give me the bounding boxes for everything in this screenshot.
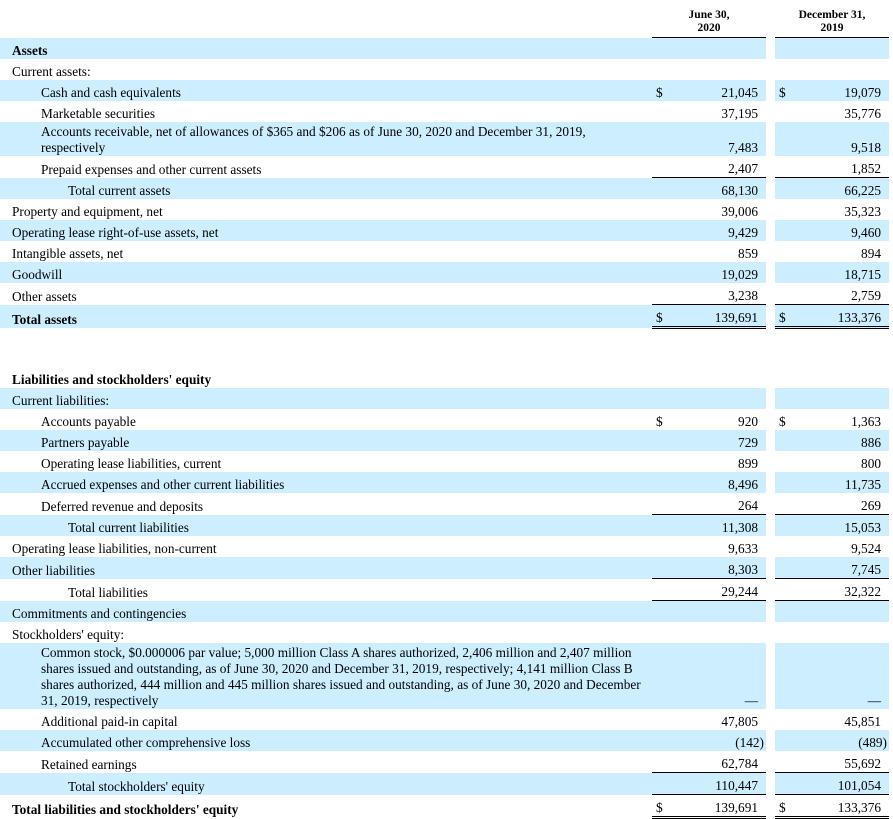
- table-row: [0, 601, 889, 623]
- currency-symbol: [652, 199, 674, 220]
- table-row: [0, 220, 889, 241]
- value-june-2020: [674, 367, 766, 388]
- column-gap: [766, 643, 775, 709]
- table-row: [0, 38, 889, 60]
- value-dec-2019: 894: [861, 246, 881, 261]
- table-row: [0, 709, 889, 730]
- row-label: Current assets:: [12, 64, 91, 79]
- currency-symbol: [775, 156, 791, 178]
- value-dec-2019: [791, 38, 889, 60]
- column-gap: [766, 472, 775, 493]
- table-row: [0, 773, 889, 795]
- table-row: [0, 472, 889, 493]
- currency-symbol: [652, 38, 674, 60]
- currency-symbol: [775, 59, 791, 80]
- currency-symbol: [775, 515, 791, 537]
- table-row: [0, 156, 889, 178]
- row-label: Common stock, $0.000006 par value; 5,000 million Class A shares authorized, 2,406 million and 2,407 million shares issued and outstanding, as of June 30, 2020 and December 31, 2019, respectively; 4,141 million Class B shares authorized, 444 million and 445 million shares issued and outstanding, as of June 30, 2020 and December 31, 2019, respectively: [0, 643, 652, 709]
- value-june-2020: [674, 622, 766, 643]
- currency-symbol: [652, 156, 674, 178]
- currency-symbol: $: [775, 80, 791, 101]
- currency-symbol: [775, 622, 791, 643]
- currency-symbol: [775, 557, 791, 579]
- column-gap: [766, 38, 775, 60]
- row-label: Total current assets: [0, 178, 652, 200]
- value-dec-2019: 269: [861, 498, 881, 513]
- row-label: Other liabilities: [0, 557, 652, 579]
- value-dec-2019: 133,376: [791, 305, 889, 328]
- value-june-2020: [674, 388, 766, 409]
- value-june-2020: [674, 38, 766, 60]
- value-dec-2019: [791, 59, 889, 80]
- column-gap: [766, 730, 775, 751]
- currency-symbol: [775, 283, 791, 305]
- currency-symbol: [652, 751, 674, 773]
- row-label: Current liabilities:: [0, 388, 652, 409]
- currency-symbol: [775, 178, 791, 200]
- value-june-2020: 729: [674, 430, 766, 451]
- table-row: [0, 493, 889, 515]
- row-label: Commitments and contingencies: [0, 601, 652, 623]
- table-row: [0, 643, 889, 709]
- currency-symbol: [652, 622, 674, 643]
- value-dec-2019: 19,079: [791, 80, 889, 101]
- table-row: [0, 622, 889, 643]
- currency-symbol: [652, 472, 674, 493]
- column-gap: [766, 241, 775, 262]
- table-row: [0, 101, 889, 122]
- column-header-row: [0, 0, 889, 38]
- table-row: [0, 536, 889, 557]
- value-june-2020: 139,691: [674, 305, 766, 328]
- currency-symbol: [775, 751, 791, 773]
- currency-symbol: [775, 730, 791, 751]
- currency-symbol: [652, 730, 674, 751]
- value-dec-2019: [791, 367, 889, 388]
- currency-symbol: [775, 451, 791, 472]
- column-gap: [766, 751, 775, 773]
- value-dec-2019: 9,518: [791, 122, 889, 156]
- row-label: Property and equipment, net: [12, 204, 163, 219]
- column-gap: [766, 59, 775, 80]
- table-row: [0, 122, 889, 156]
- table-row: [0, 579, 889, 601]
- row-label: Retained earnings: [41, 756, 137, 772]
- currency-symbol: $: [779, 414, 786, 429]
- value-dec-2019: 1,363: [851, 414, 881, 429]
- column-gap: [766, 262, 775, 283]
- currency-symbol: [652, 122, 674, 156]
- currency-symbol: [775, 241, 791, 262]
- currency-symbol: [775, 643, 791, 709]
- currency-symbol: [652, 283, 674, 305]
- column-gap: [766, 579, 775, 601]
- currency-symbol: [652, 579, 674, 601]
- value-june-2020: 47,805: [721, 714, 758, 729]
- row-label: Accrued expenses and other current liabilities: [0, 472, 652, 493]
- column-gap: [766, 795, 775, 818]
- currency-symbol: [775, 262, 791, 283]
- column-header-june-2020: June 30, 2020: [652, 0, 766, 38]
- row-label: Total liabilities and stockholders' equity: [12, 801, 239, 817]
- value-dec-2019: 55,692: [844, 756, 881, 771]
- row-label: Intangible assets, net: [12, 246, 124, 261]
- currency-symbol: [652, 388, 674, 409]
- value-june-2020: —: [674, 643, 766, 709]
- column-gap: [766, 101, 775, 122]
- value-june-2020: 264: [738, 498, 758, 513]
- currency-symbol: [775, 199, 791, 220]
- value-dec-2019: 45,851: [844, 714, 881, 729]
- value-dec-2019: 101,054: [791, 773, 889, 795]
- table-row: [0, 305, 889, 328]
- column-gap: [766, 156, 775, 178]
- row-label: Assets: [0, 38, 652, 60]
- column-gap: [766, 409, 775, 430]
- currency-symbol: [775, 536, 791, 557]
- value-dec-2019: 9,460: [791, 220, 889, 241]
- value-dec-2019: 11,735: [791, 472, 889, 493]
- row-label: Marketable securities: [41, 106, 156, 121]
- value-june-2020: 19,029: [674, 262, 766, 283]
- currency-symbol: [652, 101, 674, 122]
- value-june-2020: 7,483: [674, 122, 766, 156]
- value-june-2020: 139,691: [674, 795, 766, 818]
- column-gap: [766, 515, 775, 537]
- value-june-2020: 21,045: [674, 80, 766, 101]
- table-row: [0, 367, 889, 388]
- row-label: Total liabilities: [68, 584, 148, 600]
- column-gap: [766, 601, 775, 623]
- currency-symbol: [652, 241, 674, 262]
- table-row: [0, 795, 889, 818]
- column-gap: [766, 773, 775, 795]
- value-dec-2019: 133,376: [791, 795, 889, 818]
- row-label: Goodwill: [0, 262, 652, 283]
- column-gap: [766, 122, 775, 156]
- value-dec-2019: 1,852: [851, 161, 881, 176]
- table-row: [0, 430, 889, 451]
- value-dec-2019: [791, 601, 889, 623]
- currency-symbol: [775, 579, 791, 601]
- table-row: [0, 59, 889, 80]
- table-row: [0, 80, 889, 101]
- column-gap: [766, 283, 775, 305]
- row-label: Cash and cash equivalents: [0, 80, 652, 101]
- currency-symbol: [652, 451, 674, 472]
- currency-symbol: [652, 557, 674, 579]
- currency-symbol: [775, 430, 791, 451]
- value-dec-2019: 9,524: [851, 541, 881, 556]
- currency-symbol: [652, 643, 674, 709]
- currency-symbol: [652, 59, 674, 80]
- column-gap: [766, 178, 775, 200]
- currency-symbol: [775, 367, 791, 388]
- column-header-dec-2019: December 31, 2019: [775, 0, 889, 38]
- table-row: [0, 199, 889, 220]
- value-june-2020: 29,244: [674, 579, 766, 601]
- currency-symbol: [775, 493, 791, 515]
- currency-symbol: $: [656, 414, 663, 429]
- value-dec-2019: 886: [791, 430, 889, 451]
- value-june-2020: 8,496: [674, 472, 766, 493]
- value-june-2020: 899: [738, 456, 758, 471]
- value-june-2020: 8,303: [674, 557, 766, 579]
- row-label: Partners payable: [0, 430, 652, 451]
- column-gap: [766, 709, 775, 730]
- row-label: Total assets: [0, 305, 652, 328]
- currency-symbol: [652, 220, 674, 241]
- row-label: Accounts payable: [41, 414, 136, 429]
- value-june-2020: 68,130: [674, 178, 766, 200]
- currency-symbol: $: [775, 305, 791, 328]
- currency-symbol: [652, 493, 674, 515]
- row-label: Deferred revenue and deposits: [41, 498, 204, 514]
- value-june-2020: (142): [674, 730, 766, 751]
- value-june-2020: 37,195: [721, 106, 758, 121]
- value-june-2020: 2,407: [728, 161, 758, 176]
- value-dec-2019: 35,776: [844, 106, 881, 121]
- value-dec-2019: 32,322: [791, 579, 889, 601]
- currency-symbol: [652, 515, 674, 537]
- currency-symbol: [775, 773, 791, 795]
- row-label: Accounts receivable, net of allowances of $365 and $206 as of June 30, 2020 and December 31, 2019, respectively: [0, 122, 652, 156]
- column-gap: [766, 451, 775, 472]
- currency-symbol: [652, 178, 674, 200]
- table-row: [0, 262, 889, 283]
- currency-symbol: [775, 388, 791, 409]
- table-row: [0, 557, 889, 579]
- currency-symbol: [775, 709, 791, 730]
- column-gap: [766, 199, 775, 220]
- column-gap: [766, 536, 775, 557]
- currency-symbol: [652, 262, 674, 283]
- value-dec-2019: (489): [791, 730, 889, 751]
- column-gap: [766, 367, 775, 388]
- value-dec-2019: 2,759: [851, 288, 881, 303]
- table-row: [0, 283, 889, 305]
- row-label: Other assets: [12, 288, 77, 304]
- table-row: [0, 388, 889, 409]
- value-june-2020: [674, 601, 766, 623]
- value-june-2020: 859: [738, 246, 758, 261]
- column-gap: [766, 493, 775, 515]
- value-june-2020: [674, 59, 766, 80]
- row-label: Prepaid expenses and other current assets: [41, 161, 262, 177]
- column-gap: [766, 388, 775, 409]
- column-gap: [766, 305, 775, 328]
- currency-symbol: [652, 601, 674, 623]
- value-dec-2019: 15,053: [791, 515, 889, 537]
- value-june-2020: 11,308: [674, 515, 766, 537]
- row-label: Operating lease right-of-use assets, net: [0, 220, 652, 241]
- value-june-2020: 9,429: [674, 220, 766, 241]
- column-gap: [766, 557, 775, 579]
- currency-symbol: [775, 601, 791, 623]
- currency-symbol: [652, 709, 674, 730]
- currency-symbol: [652, 536, 674, 557]
- table-row: [0, 730, 889, 751]
- table-row: [0, 409, 889, 430]
- value-june-2020: 110,447: [674, 773, 766, 795]
- row-label: Accumulated other comprehensive loss: [0, 730, 652, 751]
- value-june-2020: 9,633: [728, 541, 758, 556]
- row-label: Total stockholders' equity: [0, 773, 652, 795]
- currency-symbol: $: [652, 305, 674, 328]
- currency-symbol: $: [775, 795, 791, 818]
- currency-symbol: [775, 220, 791, 241]
- table-row: [0, 515, 889, 537]
- value-dec-2019: [791, 622, 889, 643]
- column-gap: [766, 220, 775, 241]
- value-dec-2019: 66,225: [791, 178, 889, 200]
- value-dec-2019: 35,323: [844, 204, 881, 219]
- currency-symbol: [652, 367, 674, 388]
- table-row: [0, 241, 889, 262]
- currency-symbol: [775, 38, 791, 60]
- currency-symbol: $: [652, 80, 674, 101]
- currency-symbol: [652, 430, 674, 451]
- currency-symbol: [775, 101, 791, 122]
- value-june-2020: 920: [738, 414, 758, 429]
- column-gap: [766, 80, 775, 101]
- value-dec-2019: 800: [861, 456, 881, 471]
- table-row: [0, 751, 889, 773]
- table-row: [0, 178, 889, 200]
- row-label: Operating lease liabilities, current: [41, 456, 222, 471]
- value-dec-2019: [791, 388, 889, 409]
- row-label: Additional paid-in capital: [41, 714, 178, 729]
- column-gap: [766, 430, 775, 451]
- value-dec-2019: 7,745: [791, 557, 889, 579]
- currency-symbol: [775, 122, 791, 156]
- row-label: Stockholders' equity:: [12, 627, 125, 642]
- spacer-row: [0, 348, 889, 367]
- value-june-2020: 39,006: [721, 204, 758, 219]
- row-label: Operating lease liabilities, non-current: [12, 541, 217, 556]
- currency-symbol: [775, 472, 791, 493]
- value-june-2020: 3,238: [728, 288, 758, 303]
- value-dec-2019: 18,715: [791, 262, 889, 283]
- table-row: [0, 451, 889, 472]
- column-gap: [766, 622, 775, 643]
- currency-symbol: $: [652, 795, 674, 818]
- value-dec-2019: —: [791, 643, 889, 709]
- spacer-row: [0, 328, 889, 349]
- row-label: Total current liabilities: [0, 515, 652, 537]
- row-label: Liabilities and stockholders' equity: [12, 372, 212, 387]
- currency-symbol: [652, 773, 674, 795]
- value-june-2020: 62,784: [721, 756, 758, 771]
